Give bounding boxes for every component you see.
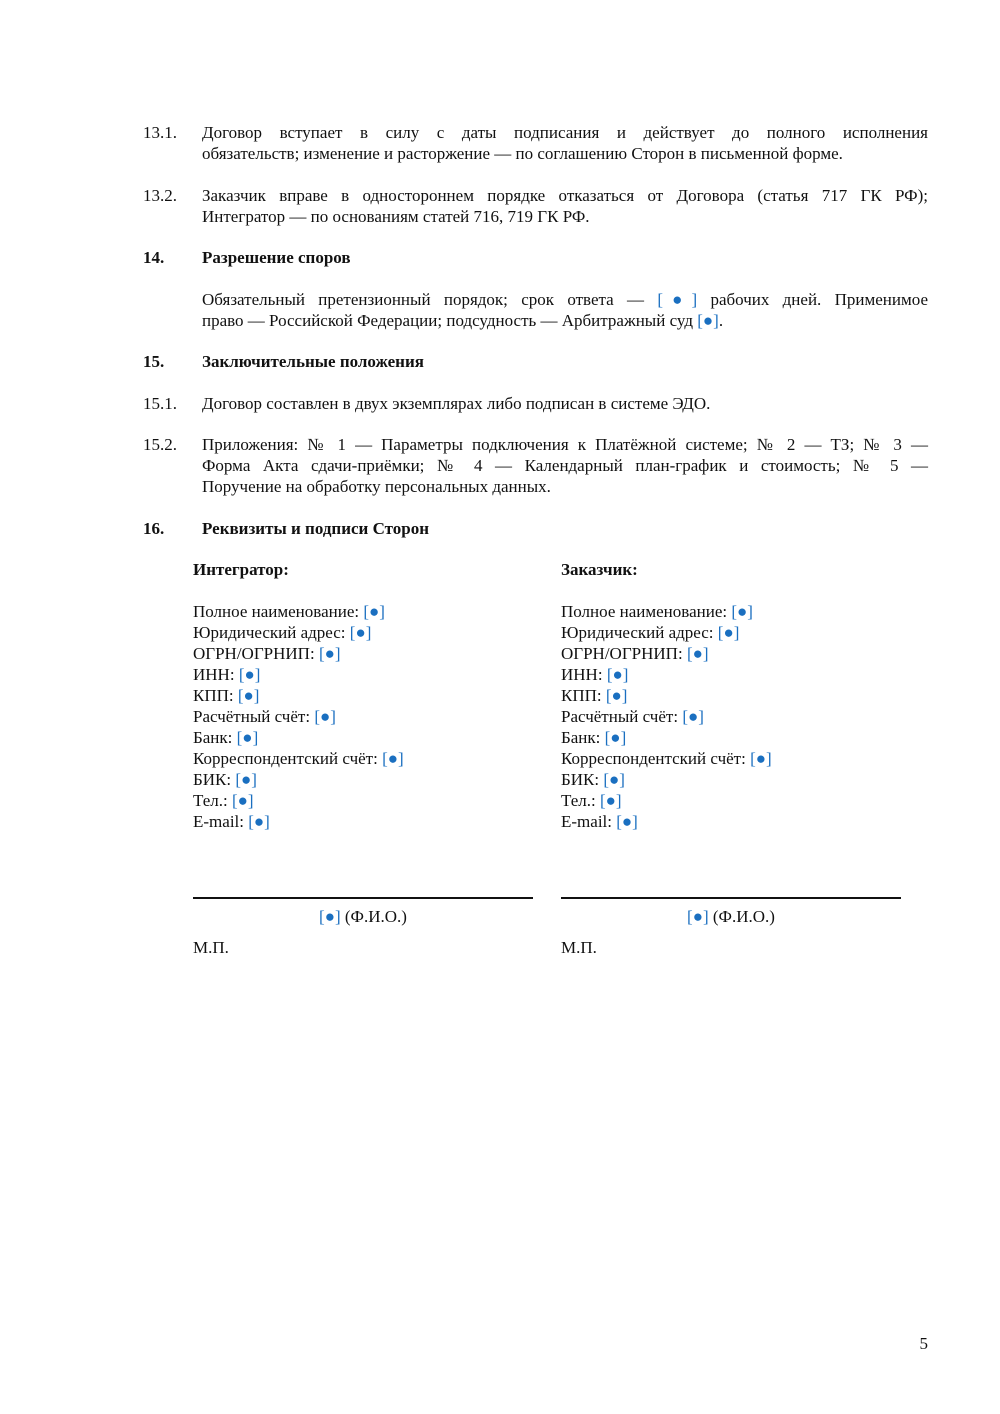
requisite-label: Юридический адрес: xyxy=(193,623,346,642)
requisite-line xyxy=(193,769,533,790)
clause-text xyxy=(202,122,928,164)
placeholder-marker: [●] xyxy=(232,791,254,810)
placeholder-marker: [●] xyxy=(600,791,622,810)
clause-text xyxy=(202,434,928,497)
requisite-line xyxy=(561,706,901,727)
requisite-label: Полное наименование: xyxy=(561,602,728,621)
requisite-line xyxy=(561,790,901,811)
requisite-line xyxy=(561,601,901,622)
requisite-label: ОГРН/ОГРНИП: xyxy=(561,644,683,663)
requisite-line xyxy=(193,727,533,748)
text-line: Договор вступает в силу с даты подписания и действует до полного исполнения xyxy=(202,123,928,142)
requisite-label: Тел.: xyxy=(193,791,228,810)
requisite-line xyxy=(561,643,901,664)
clause-number: 15.2. xyxy=(143,435,177,454)
requisite-label: Банк: xyxy=(193,728,233,747)
requisite-label: Юридический адрес: xyxy=(561,623,714,642)
placeholder-marker: [●] xyxy=(657,290,698,309)
section-title: Реквизиты и подписи Сторон xyxy=(202,519,430,538)
placeholder-marker: [●] xyxy=(717,623,740,642)
requisite-label: Расчётный счёт: xyxy=(561,707,679,726)
requisites-list xyxy=(561,601,901,832)
text-line xyxy=(202,310,928,331)
integrator-signature-line xyxy=(193,897,533,899)
customer-details xyxy=(561,559,901,832)
requisite-label: ОГРН/ОГРНИП: xyxy=(193,644,315,663)
placeholder-marker: [●] xyxy=(248,812,270,831)
text-line: обязательств; изменение и расторжение — по соглашению Сторон в письменной форме. xyxy=(202,144,843,163)
requisite-line xyxy=(561,727,901,748)
section-title: Заключительные положения xyxy=(202,352,424,371)
party-title: Заказчик: xyxy=(561,560,638,579)
text-fragment: рабочих дней. Применимое xyxy=(710,290,929,309)
text-fragment: право — Российской Федерации; подсудность — Арбитражный суд xyxy=(202,311,693,330)
text-line: Приложения: № 1 — Параметры подключения к Платёжной системе; № 2 — ТЗ; № 3 — xyxy=(202,435,928,454)
integrator-fio xyxy=(193,906,533,927)
clause-text xyxy=(202,289,928,331)
requisite-line xyxy=(561,685,901,706)
requisite-label: КПП: xyxy=(193,686,234,705)
placeholder-marker: [●] xyxy=(616,812,638,831)
text-fragment: Обязательный претензионный порядок; срок ответа — xyxy=(202,290,645,309)
requisite-line xyxy=(193,622,533,643)
text-fragment: . xyxy=(718,311,724,330)
section-number: 16. xyxy=(143,519,165,538)
clause-number: 13.1. xyxy=(143,123,177,142)
fio-label: (Ф.И.О.) xyxy=(344,907,407,926)
placeholder-marker: [●] xyxy=(314,707,336,726)
fio-label: (Ф.И.О.) xyxy=(712,907,775,926)
requisite-label: Расчётный счёт: xyxy=(193,707,311,726)
text-line: Форма Акта сдачи-приёмки; № 4 — Календарный план-график и стоимость; № 5 — xyxy=(202,456,928,475)
requisite-label: E-mail: xyxy=(561,812,612,831)
placeholder-marker: [●] xyxy=(750,749,772,768)
clause-text xyxy=(202,185,928,227)
customer-stamp-label: М.П. xyxy=(561,938,597,957)
section-title: Разрешение споров xyxy=(202,248,351,267)
requisite-label: Корреспондентский счёт: xyxy=(193,749,378,768)
requisite-line xyxy=(561,811,901,832)
requisite-line xyxy=(193,664,533,685)
requisite-line xyxy=(193,601,533,622)
integrator-details xyxy=(193,559,533,832)
placeholder-marker: [●] xyxy=(697,311,719,330)
placeholder-marker: [●] xyxy=(603,770,625,789)
requisite-line xyxy=(193,748,533,769)
requisite-line xyxy=(193,706,533,727)
requisite-label: E-mail: xyxy=(193,812,244,831)
text-line: Поручение на обработку персональных данных. xyxy=(202,477,551,496)
requisite-label: ИНН: xyxy=(193,665,235,684)
placeholder-marker: [●] xyxy=(382,749,404,768)
placeholder-marker: [●] xyxy=(687,907,709,926)
customer-fio xyxy=(561,906,901,927)
placeholder-marker: [●] xyxy=(238,665,261,684)
placeholder-marker: [●] xyxy=(363,602,385,621)
placeholder-marker: [●] xyxy=(604,728,627,747)
section-number: 14. xyxy=(143,248,165,267)
text-line: Заказчик вправе в одностороннем порядке отказаться от Договора (статья 717 ГК РФ); xyxy=(202,186,928,205)
requisites-list xyxy=(193,601,533,832)
placeholder-marker: [●] xyxy=(318,644,341,663)
placeholder-marker: [●] xyxy=(237,686,260,705)
requisite-line xyxy=(193,811,533,832)
requisite-line xyxy=(193,790,533,811)
requisite-label: БИК: xyxy=(561,770,600,789)
page-number: 5 xyxy=(919,1334,928,1353)
placeholder-marker: [●] xyxy=(682,707,704,726)
requisite-label: Корреспондентский счёт: xyxy=(561,749,746,768)
requisite-label: Полное наименование: xyxy=(193,602,360,621)
placeholder-marker: [●] xyxy=(731,602,753,621)
requisite-line xyxy=(561,748,901,769)
requisite-label: БИК: xyxy=(193,770,232,789)
requisite-line xyxy=(561,664,901,685)
requisite-line xyxy=(561,622,901,643)
placeholder-marker: [●] xyxy=(605,686,628,705)
clause-text: Договор составлен в двух экземплярах либо подписан в системе ЭДО. xyxy=(202,394,711,413)
placeholder-marker: [●] xyxy=(236,728,259,747)
clause-number: 13.2. xyxy=(143,186,177,205)
requisite-line xyxy=(193,643,533,664)
placeholder-marker: [●] xyxy=(235,770,257,789)
clause-number: 15.1. xyxy=(143,394,177,413)
requisite-label: КПП: xyxy=(561,686,602,705)
placeholder-marker: [●] xyxy=(349,623,372,642)
party-title: Интегратор: xyxy=(193,560,289,579)
requisite-label: ИНН: xyxy=(561,665,603,684)
requisite-line xyxy=(193,685,533,706)
placeholder-marker: [●] xyxy=(319,907,341,926)
text-line: Интегратор — по основаниям статей 716, 719 ГК РФ. xyxy=(202,207,590,226)
requisite-line xyxy=(561,769,901,790)
section-number: 15. xyxy=(143,352,165,371)
placeholder-marker: [●] xyxy=(606,665,629,684)
requisite-label: Банк: xyxy=(561,728,601,747)
integrator-stamp-label: М.П. xyxy=(193,938,229,957)
placeholder-marker: [●] xyxy=(686,644,709,663)
requisite-label: Тел.: xyxy=(561,791,596,810)
text-line xyxy=(202,289,928,310)
customer-signature-line xyxy=(561,897,901,899)
